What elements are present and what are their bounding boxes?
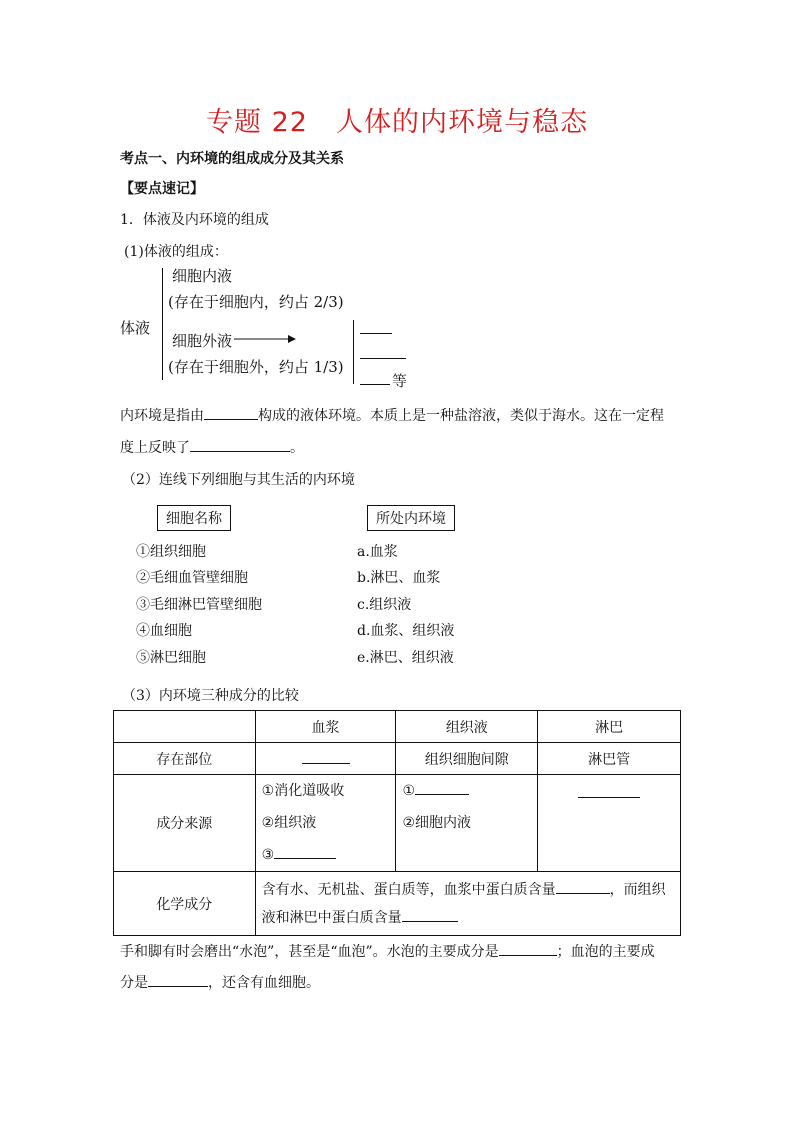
item-1-heading: 1．体液及内环境的组成: [120, 212, 269, 228]
fill-in-blank: [204, 405, 258, 420]
sub-3-heading: （3）内环境三种成分的比较: [122, 688, 299, 704]
plasma-source-1: ①消化道吸收: [261, 783, 345, 799]
fill-in-blank: [578, 783, 640, 798]
plasma-location-cell: [255, 743, 396, 775]
environment-item: b.淋巴、血浆: [357, 570, 441, 586]
environment-item: d.血浆、组织液: [357, 623, 455, 639]
intracellular-note: (存在于细胞内，约占 2/3): [168, 293, 344, 311]
comparison-table: [113, 710, 681, 936]
paragraph-1-line-2: [120, 437, 304, 457]
cell-name-header: 细胞名称: [157, 505, 231, 531]
fill-in-blank: [302, 749, 350, 764]
fill-in-blank: [499, 941, 557, 956]
plasma-source-2: ②组织液: [261, 815, 317, 831]
tissue-source-1: ①: [396, 775, 537, 807]
fill-in-blank: [274, 844, 336, 859]
plasma-source-3: ③: [256, 839, 396, 871]
table-header-empty: [114, 711, 256, 743]
right-brace: [353, 320, 354, 384]
table-header-tissue-fluid: 组织液: [396, 711, 538, 743]
row-label-chemistry: 化学成分: [114, 872, 256, 936]
page-title: 专题 22 人体的内环境与稳态: [206, 107, 588, 138]
para1-text-a: 内环境是指由: [120, 408, 204, 424]
table-header-plasma: 血浆: [255, 711, 396, 743]
row-label-source: 成分来源: [114, 775, 256, 872]
table-row: [114, 775, 681, 872]
extracellular-label: 细胞外液: [172, 332, 233, 350]
fill-in-blank: [556, 879, 610, 894]
table-row: [114, 872, 681, 936]
extracellular-note: (存在于细胞外，约占 1/3): [168, 358, 344, 376]
lymph-location-cell: 淋巴管: [538, 743, 681, 775]
environment-header: 所处内环境: [367, 505, 455, 531]
paragraph-2-line-1: 手和脚有时会磨出“水泡”，甚至是“血泡”。水泡的主要成分是 ；血泡的主要成: [120, 941, 655, 961]
tissue-source-cell: [396, 775, 538, 872]
cell-item: ②毛细血管壁细胞: [136, 570, 248, 586]
para1-text-d: 。: [290, 440, 304, 456]
fill-in-blank: [190, 437, 290, 452]
row-label-location: 存在部位: [114, 743, 256, 775]
environment-item: c.组织液: [357, 597, 412, 613]
blank-line: [360, 384, 390, 385]
sub-1-heading: (1)体液的组成：: [124, 244, 228, 260]
cell-item: ③毛细淋巴管壁细胞: [136, 597, 262, 613]
paragraph-1-line-1: [120, 405, 664, 425]
lymph-source-cell: [538, 775, 681, 872]
fill-in-blank: [402, 907, 458, 922]
key-points-label: 【要点速记】: [120, 181, 204, 197]
para1-text-c: 度上反映了: [120, 440, 190, 456]
arrow-icon: [234, 333, 296, 345]
etc-label: 等: [392, 372, 408, 390]
table-header-lymph: 淋巴: [538, 711, 681, 743]
cell-item: ①组织细胞: [136, 544, 206, 560]
diagram-root-label: 体液: [120, 319, 151, 337]
tissue-location-cell: 组织细胞间隙: [396, 743, 538, 775]
intracellular-label: 细胞内液: [172, 267, 233, 285]
fill-in-blank: [415, 780, 469, 795]
fill-in-blank: [148, 972, 208, 987]
table-row: [114, 711, 681, 743]
section-heading: 考点一、内环境的组成成分及其关系: [120, 151, 344, 167]
blank-line: [360, 358, 406, 359]
chemistry-cell: 含有水、无机盐、蛋白质等，血浆中蛋白质含量 ，而组织 液和淋巴中蛋白质含量: [255, 872, 680, 936]
left-brace: [162, 268, 163, 380]
environment-item: e.淋巴、组织液: [357, 650, 454, 666]
para1-text-b: 构成的液体环境。本质上是一种盐溶液，类似于海水。这在一定程: [258, 408, 664, 424]
cell-item: ④血细胞: [136, 623, 192, 639]
sub-2-heading: （2）连线下列细胞与其生活的内环境: [122, 472, 355, 488]
blank-line: [360, 333, 392, 334]
tissue-source-2: ②细胞内液: [402, 815, 471, 831]
paragraph-2-line-2: 分是 ，还含有血细胞。: [120, 972, 320, 992]
plasma-source-cell: [255, 775, 396, 872]
table-row: [114, 743, 681, 775]
cell-item: ⑤淋巴细胞: [136, 650, 206, 666]
environment-item: a.血浆: [357, 544, 398, 560]
